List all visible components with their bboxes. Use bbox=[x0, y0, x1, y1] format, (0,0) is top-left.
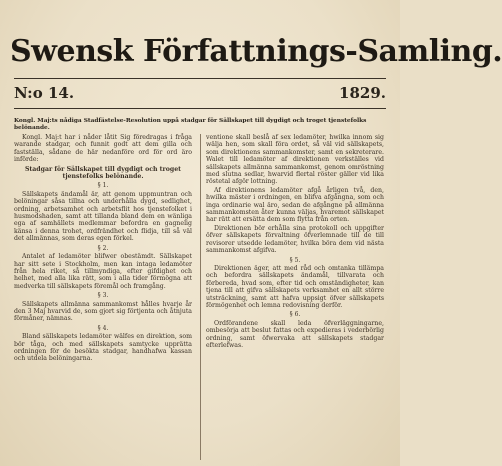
body-paragraph: Direktionen bör erhålla sina protokoll och uppgifter öfver sällskapets förvaltning öfverlemnade till de till revisorer utsedde ledamöter, hvilka böra dem vid nästa sammankomst afgifva. bbox=[206, 224, 384, 255]
section-mark: § 4. bbox=[97, 324, 109, 332]
section-text: Sällskapets ändamål är, att genom uppmuntran och belöningar såsa tillna och underhålla dygd, sedlighet, ordning, arbetsamhet och arbetsflit hos tjenstefolket i husmodshaden, samt att tillanda bland dem en wänliga ega af samhällets medlemmar befordra en gagnelig känsa i denna trohet, ordfrändhet och flidja, till så väl det allmännas, som deras egen förkel. bbox=[14, 190, 192, 243]
issue-rule bbox=[14, 108, 386, 109]
issue-number: N:o 14. bbox=[14, 84, 75, 102]
section-text: Antalet af ledamöter blifwer obestämdt. Sällskapet har sitt sete i Stockholm, men kan intaga ledamöter från hela riket, så tillmyndiga, efter gifdighet och helhet, med alla lika rätt, som i alla tider förmögna att medverka till sällskapets föremål och framgång. bbox=[14, 253, 192, 290]
intro-paragraph: Kongl. Maj:t har i nåder låtit Sig föredragas i fråga warande stadgar, och funnit godt att dem gilla och fastställa, sådane de här nedanföre ord för ord äro införde: bbox=[14, 134, 192, 164]
issue-row bbox=[14, 84, 386, 104]
section-mark: § 2. bbox=[97, 244, 109, 252]
stadgar-title: Stadgar för Sällskapet till dygdigt och troget tjenstefolks belönande. bbox=[24, 165, 182, 181]
masthead-title: Swensk Författnings-Samling. bbox=[10, 34, 502, 69]
section-text: Ordförandene skall leda öfverläggningarne, ombesörja att beslut fattas och expedieras i vederbörlig ordning, samt öfwervaka att sällskapets stadgar efterlefwas. bbox=[206, 319, 384, 349]
section-text: Sällskapets allmänna sammankomst hålles hvarje år den 3 Maj hvarvid de, som gjort sig förtjenta och åtnjuta förmåner, nämnas. bbox=[14, 300, 192, 323]
section-text: Bland sällskapets ledamöter wälfes en direktion, som bör tåga, och med sällskapets samtycke upprätta ordningen för de besökta stadgar, handhafwa kassan och utdela belöningarna. bbox=[14, 333, 192, 363]
continued-paragraph: ventione skall beslå af sex ledamöter, hwilka innom sig wälja hen, som skall föra ordet, så väl vid sällskapets, som direktionens sammankomster, samt en sekreterare. Walet till ledamöter af direktionen verkställes vid sällskapets allmänna sammankomst, genom omröstning med slutna sedlar, hwarvid flertal röster gäller vid lika röstetal afgör lottning. bbox=[206, 134, 384, 186]
column-right bbox=[206, 134, 384, 350]
section-mark: § 3. bbox=[97, 292, 109, 300]
section-text: Direktionen äger, att med råd och omtanka tillämpa och befordra sällskapets ändamål, tillvarata och förbereda, hvad som, efter tid och omständigheter, kan tjena till att gifva sällskapets verksamhet en allt större utsträckning, samt att hafva uppsigt öfver sällskapets förmögenhet och lemna redovisning derför. bbox=[206, 264, 384, 309]
section-mark: § 5. bbox=[289, 256, 301, 264]
section-mark: § 1. bbox=[97, 182, 109, 190]
masthead-rule bbox=[14, 78, 386, 79]
section-mark: § 6. bbox=[289, 311, 301, 319]
body-paragraph: Af direktionens ledamöter afgå årligen två, den, hwilka mäster i ordningen, en blifva afgångna, som och inga ordinarie wal äro, sedan de afgångne på allmänna sammankomsten åter kunna väljas, hvaremot sällskapet har rätt att ersätta dem som flytta från orten. bbox=[206, 186, 384, 224]
issue-year: 1829. bbox=[339, 84, 386, 102]
column-divider bbox=[200, 134, 201, 460]
column-left bbox=[14, 134, 192, 364]
article-headline: Kongl. Maj:ts nådiga Stadfästelse-Resolution uppå stadgar för Sällskapet till dygdigt och troget tjenstefolks belönande. bbox=[14, 118, 367, 131]
